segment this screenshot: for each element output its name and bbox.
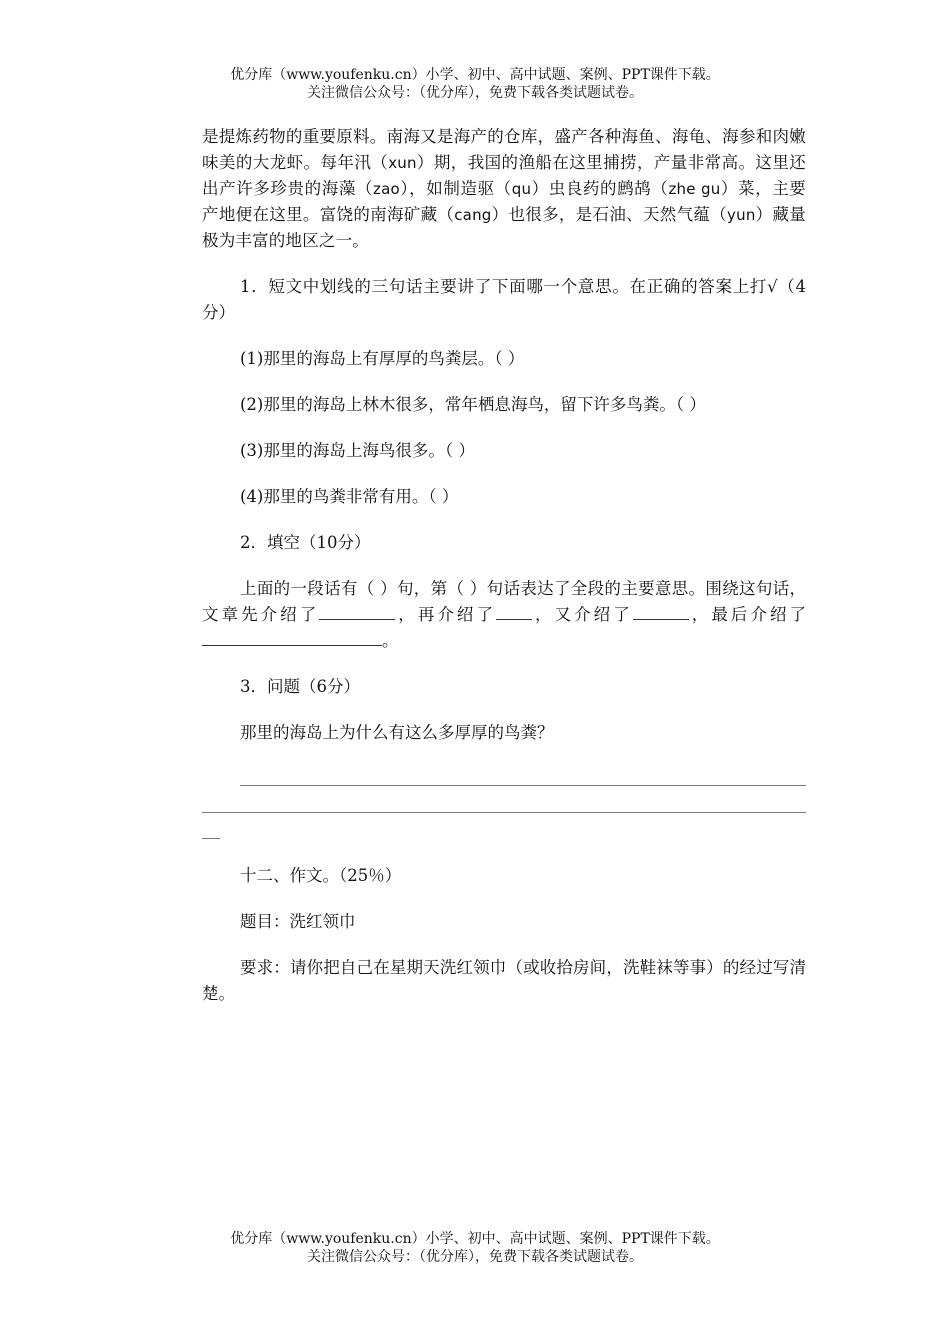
question-1-option: (1)那里的海岛上有厚厚的鸟粪层。（ ） [240,349,525,368]
question-1-option: (4)那里的鸟粪非常有用。（ ） [240,487,459,506]
passage-text: ）也很多，是石油、天然气蕴（ [491,205,728,224]
question-1-title: 1．短文中划线的三句话主要讲了下面哪一个意思。在正确的答案上打√（4分） [202,277,806,322]
footer-line-2: 关注微信公众号：（优分库），免费下载各类试题试卷。 [307,1249,643,1265]
essay-title: 十二、作文。（25％） [240,866,402,885]
pinyin-annotation: zao [373,180,400,198]
question-1-option: (2)那里的海岛上林木很多，常年栖息海鸟，留下许多鸟粪。（ ） [240,395,706,414]
essay-topic: 题目：洗红领巾 [240,912,356,931]
pinyin-annotation: cang [454,206,492,224]
page-header [0,66,950,102]
passage-text: ），如制造驱（ [399,179,512,198]
question-3-text: 那里的海岛上为什么有这么多厚厚的鸟粪？ [240,723,554,742]
question-2-title: 2．填空（10分） [240,533,371,552]
essay-requirement: 要求：请你把自己在星期天洗红领巾（或收拾房间，洗鞋袜等事）的经过写清楚。 [202,958,806,1003]
passage-text: ）虫良药的鹧鸪（ [531,179,669,198]
pinyin-annotation: yun [727,206,756,224]
reading-passage [202,124,806,254]
passage-text: 是提炼药物的重要原料。南海又是海产的仓库，盛产各种海鱼、海龟、海参和肉嫩味美的大龙虾。每年汛（ [202,127,806,172]
answer-blank[interactable] [202,628,382,646]
passage-text: ）期，我国的渔船在这里捕捞，产量非常高。这里还出产许多珍贵的海藻（ [202,153,806,198]
document-body [202,124,806,1007]
pinyin-annotation: qu [511,180,532,198]
answer-blank[interactable] [633,602,689,620]
question-1-option: (3)那里的海岛上海鸟很多。（ ） [240,441,475,460]
answer-blank[interactable] [496,602,532,620]
question-3-title: 3．问题（6分） [240,677,360,696]
header-line-1: 优分库（www.youfenku.cn）小学、初中、高中试题、案例、PPT课件下载。 [230,67,720,83]
header-line-2: 关注微信公众号：（优分库），免费下载各类试题试卷。 [307,85,643,101]
question-2-text: 上面的一段话有（ ）句，第（ ）句话表达了全段的主要意思。围绕这句话，文章先介绍了 ，再介绍了 ，又介绍了 ，最后介绍了。 [202,579,807,650]
page-footer [0,1230,950,1266]
pinyin-annotation: zhe gu [668,180,721,198]
passage-text: ）菜，主要产地便在这里。富饶的南海矿藏（ [202,179,807,224]
answer-blank[interactable] [319,602,395,620]
footer-line-1: 优分库（www.youfenku.cn）小学、初中、高中试题、案例、PPT课件下载。 [230,1231,720,1247]
passage-text: ）藏量极为丰富的地区之一。 [202,205,806,250]
pinyin-annotation: xun [388,154,417,172]
